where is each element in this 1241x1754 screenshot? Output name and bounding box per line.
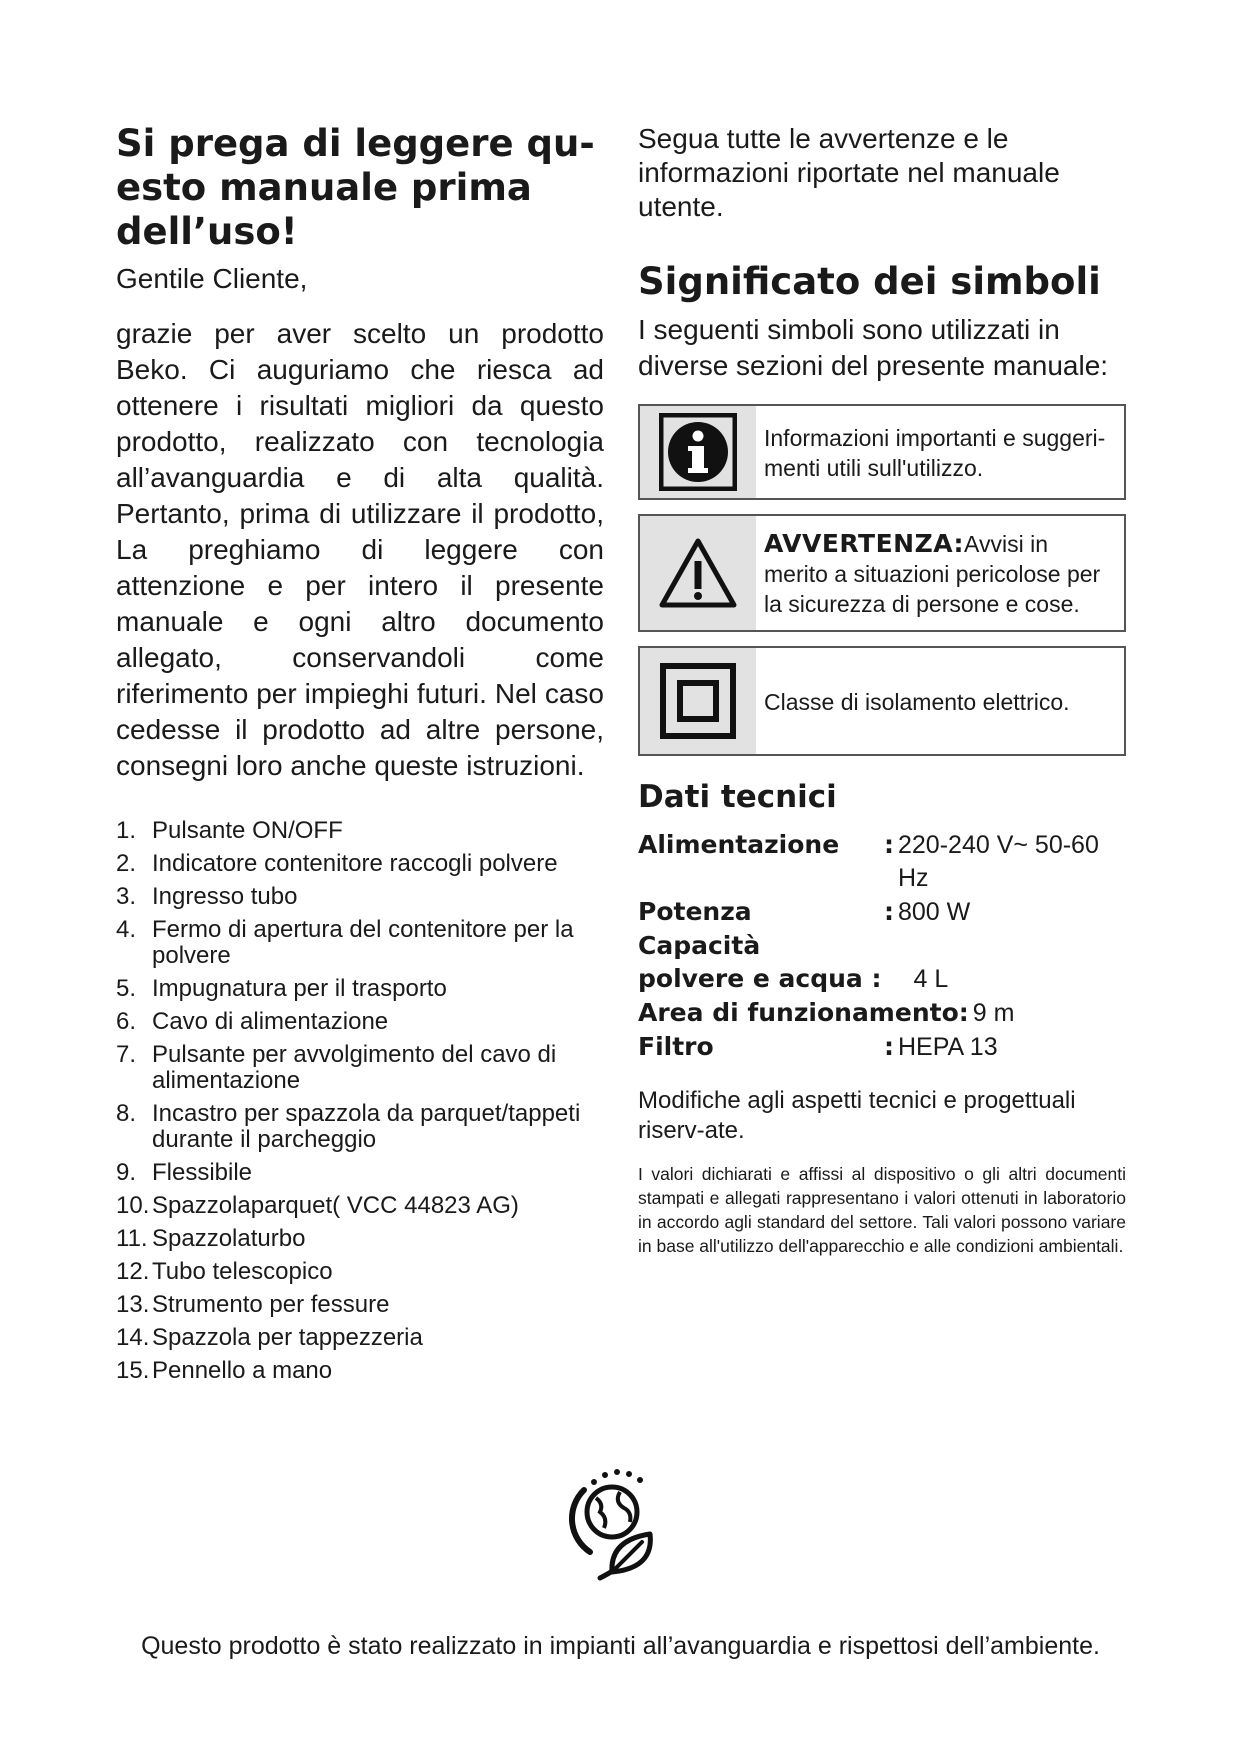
item-number: 5. (116, 975, 137, 1002)
symbol-text (756, 516, 1124, 630)
list-item (116, 818, 604, 844)
spec-value: 220-240 V~ 50-60 Hz (898, 831, 1099, 892)
list-item (116, 851, 604, 877)
spec-filter (638, 1030, 1126, 1064)
item-number: 14. (116, 1324, 150, 1351)
spec-power (638, 895, 1126, 929)
item-text: Indicatore contenitore raccogli polvere (152, 850, 558, 877)
item-number: 2. (116, 850, 137, 877)
list-item (116, 884, 604, 910)
footer-statement: Questo prodotto è stato realizzato in impianti all’avanguardia e rispettosi dell’ambiente. (141, 1632, 1100, 1660)
symbols-title: Significato dei simboli (638, 260, 1101, 303)
parts-list (116, 818, 604, 1384)
spec-label: Filtro (638, 1032, 714, 1061)
spec-value: 800 W (898, 898, 971, 926)
symbol-row-info (638, 404, 1126, 500)
item-text: Tubo telescopico (152, 1258, 333, 1285)
spec-colon: : (884, 897, 894, 926)
list-item (116, 917, 604, 969)
item-text: Spazzola per tappezzeria (152, 1324, 423, 1351)
list-item (116, 1325, 604, 1351)
list-item (116, 1160, 604, 1186)
item-number: 12. (116, 1258, 150, 1285)
left-column (116, 122, 604, 1391)
symbols-intro: I seguenti simboli sono utilizzati in diverse sezioni del presente manuale: (638, 314, 1109, 381)
spec-label: polvere e acqua : (638, 964, 882, 993)
spec-label: Capacità (638, 931, 761, 960)
item-number: 15. (116, 1357, 150, 1384)
item-number: 6. (116, 1008, 137, 1035)
spec-value: 4 L (913, 965, 949, 993)
spec-label: Area di funzionamento: (638, 998, 969, 1027)
item-number: 7. (116, 1041, 137, 1068)
spec-capacity (638, 962, 1126, 996)
list-item (116, 1358, 604, 1384)
title-line-2: esto manuale prima (116, 166, 532, 209)
item-text: Fermo di apertura del contenitore per la polvere (152, 916, 574, 969)
warning-text: Avvisi in merito a situazioni pericolose per la sicurezza di persone e cose. (764, 531, 1101, 617)
warning-label: AVVERTENZA: (764, 529, 965, 558)
item-text: Spazzolaturbo (152, 1225, 306, 1252)
list-item (116, 1292, 604, 1318)
list-item (116, 1259, 604, 1285)
item-number: 8. (116, 1100, 137, 1127)
item-number: 3. (116, 883, 137, 910)
symbol-row-insulation (638, 646, 1126, 756)
item-number: 4. (116, 916, 137, 943)
list-item (116, 1042, 604, 1094)
symbol-row-warning (638, 514, 1126, 632)
spec-label: Potenza (638, 897, 752, 926)
item-number: 9. (116, 1159, 137, 1186)
list-item (116, 1101, 604, 1153)
right-column (638, 122, 1126, 1258)
item-number: 13. (116, 1291, 150, 1318)
list-item (116, 1009, 604, 1035)
warnings-intro: Segua tutte le avvertenze e le informazioni riportate nel manuale utente. (638, 123, 1060, 222)
item-text: Pulsante ON/OFF (152, 817, 343, 844)
item-text: Pennello a mano (152, 1357, 333, 1384)
symbol-text: Informazioni importanti e suggeri-menti utili sull'utilizzo. (764, 425, 1106, 481)
item-text: Incastro per spazzola da parquet/tappeti durante il parcheggio (152, 1100, 581, 1153)
spec-colon: : (884, 830, 894, 859)
spec-label: Alimentazione (638, 830, 840, 859)
warning-icon (640, 516, 756, 630)
list-item (116, 976, 604, 1002)
item-number: 10. (116, 1192, 150, 1219)
symbol-text: Classe di isolamento elettrico. (764, 689, 1070, 715)
intro-paragraph: grazie per aver scelto un prodotto Beko. Ci auguriamo che riesca ad ottenere i risultati migliori da questo prodotto, realizzato con tecnologia all’avanguardia e di alta qualità. Pertanto, prima di utilizzare il prodotto, La preghiamo di leggere con attenzione e per intero il presente manuale e ogni altro documento allegato, conservandoli come riferimento per impieghi futuri. Nel caso cedesse il prodotto ad altre persone, consegni loro anche queste istruzioni. (116, 318, 604, 781)
item-text: Pulsante per avvolgimento del cavo di alimentazione (152, 1041, 557, 1094)
item-number: 1. (116, 817, 137, 844)
spec-value: HEPA 13 (898, 1033, 998, 1061)
double-insulation-icon (640, 648, 756, 754)
info-icon (640, 406, 756, 498)
eco-globe-leaf-icon (550, 1460, 676, 1586)
tech-data-title: Dati tecnici (638, 779, 837, 815)
greeting: Gentile Cliente, (116, 263, 308, 294)
lab-values-note: I valori dichiarati e affissi al dispositivo o gli altri documenti stampati e allegati rappresentano i valori ottenuti in laboratorio in accordo agli standard del settore. Tali valori possono variare in base all'utilizzo dell'apparecchio e alle condizioni ambientali. (638, 1164, 1126, 1256)
spec-area (638, 996, 1126, 1030)
item-text: Flessibile (152, 1159, 253, 1186)
page-title (116, 122, 604, 254)
item-text: Strumento per fessure (152, 1291, 390, 1318)
spec-capacity-label (638, 929, 1126, 962)
item-number: 11. (116, 1225, 148, 1252)
spec-colon: : (884, 1032, 894, 1061)
title-line-3: dell’uso! (116, 210, 298, 253)
item-text: Cavo di alimentazione (152, 1008, 389, 1035)
modifications-note: Modifiche agli aspetti tecnici e progettuali riserv-ate. (638, 1087, 1076, 1144)
spec-value: 9 m (972, 999, 1015, 1027)
title-line-1: Si prega di leggere qu- (116, 122, 595, 165)
spec-power-supply (638, 828, 1126, 895)
list-item (116, 1193, 604, 1219)
list-item (116, 1226, 604, 1252)
item-text: Ingresso tubo (152, 883, 298, 910)
item-text: Impugnatura per il trasporto (152, 975, 447, 1002)
item-text: Spazzolaparquet( VCC 44823 AG) (152, 1192, 519, 1219)
